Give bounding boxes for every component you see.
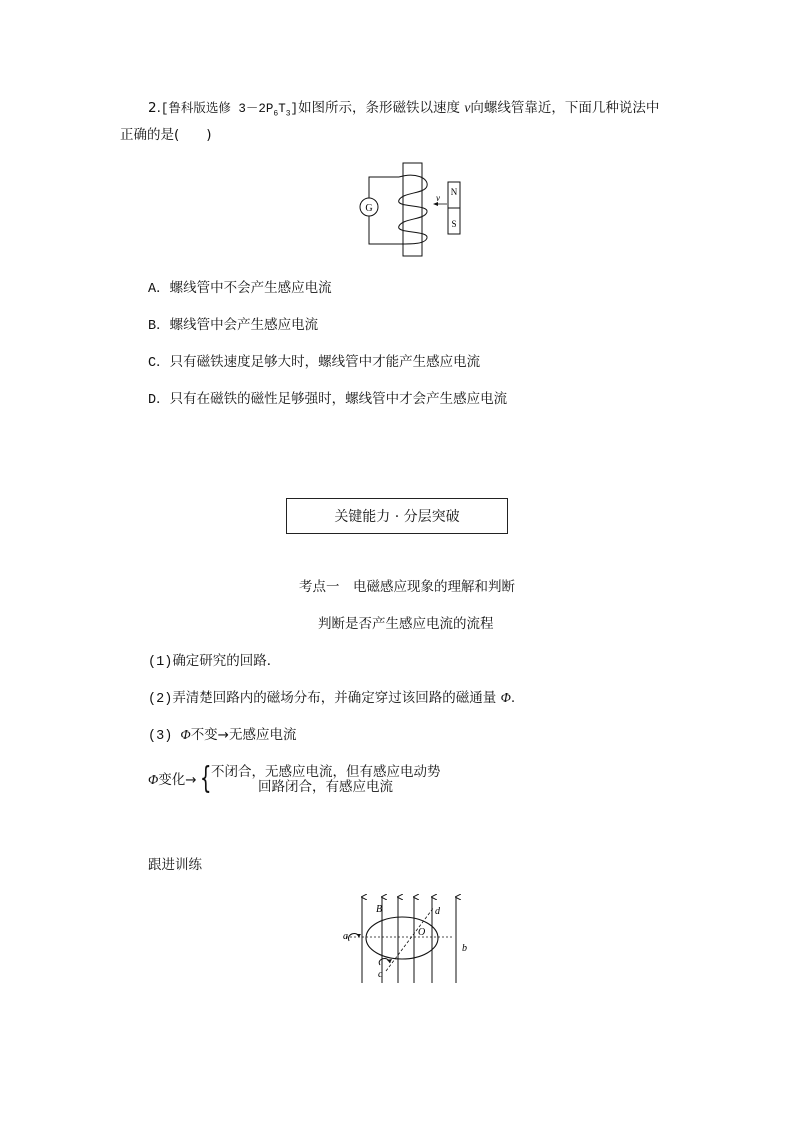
option-a-letter: A．: [148, 282, 170, 297]
option-c: [148, 353, 480, 373]
topic-subheading: 判断是否产生感应电流的流程: [318, 616, 494, 632]
step-1-text: 确定研究的回路．: [172, 653, 281, 669]
question-stem-line1: [148, 99, 659, 124]
label-b: b: [462, 943, 467, 954]
section-title: 关键能力 · 分层突破: [334, 509, 460, 525]
step-2-prefix: (2): [148, 692, 173, 707]
section-title-box: [286, 498, 508, 534]
step-1-prefix: (1): [148, 655, 173, 670]
label-B: B: [376, 904, 383, 915]
step-2-suffix: .: [510, 690, 516, 706]
change-text: 变化→: [158, 772, 197, 788]
conducting-loop: [366, 917, 438, 959]
option-a: [148, 279, 332, 299]
question-stem-line2: 正确的是( ): [120, 127, 212, 143]
velocity-variable: v: [464, 100, 471, 115]
magnet-north-label: N: [450, 187, 458, 197]
solenoid-figure: [355, 160, 470, 260]
option-d-text: 只有在磁铁的磁性足够强时，螺线管中才会产生感应电流: [169, 391, 508, 407]
label-c: c: [378, 969, 383, 980]
question-source: [鲁科版选修 $3-2P_6T_3$]: [160, 102, 299, 119]
velocity-label: v: [436, 193, 440, 203]
step-2-text: 弄清楚回路内的磁场分布，并确定穿过该回路的磁通量: [172, 690, 501, 706]
axis-cd: [386, 907, 434, 971]
topic-heading: 考点一 电磁感应现象的理解和判断: [299, 579, 515, 595]
label-d: d: [435, 906, 440, 917]
question-stem-text1: 如图所示，条形磁铁以速度: [298, 100, 465, 116]
option-b-text: 螺线管中会产生感应电流: [169, 317, 319, 333]
brace-icon: {: [200, 761, 212, 796]
option-c-text: 只有磁铁速度足够大时，螺线管中才能产生感应电流: [169, 354, 481, 370]
question-stem-text2: 向螺线管靠近，下面几种说法中: [470, 100, 660, 116]
label-a: a: [343, 931, 348, 942]
option-d: [148, 390, 507, 410]
change-branch-1: 不闭合，无感应电流，但有感应电动势: [211, 764, 441, 780]
step-3-prefix: (3): [148, 729, 181, 744]
change-label: [148, 771, 197, 789]
option-b: [148, 316, 318, 336]
label-O: O: [418, 927, 426, 938]
option-a-text: 螺线管中不会产生感应电流: [169, 280, 332, 296]
step-2: [148, 689, 515, 709]
change-symbol: Φ: [148, 772, 159, 787]
step-3-text: 不变→无感应电流: [190, 727, 297, 743]
galvanometer-label: G: [365, 203, 373, 214]
practice-heading: 跟进训练: [148, 857, 202, 873]
loop-field-figure: [340, 893, 480, 985]
change-branch-2: 回路闭合，有感应电流: [258, 779, 393, 795]
step-3: [148, 726, 297, 746]
rotation-arrow-c: [379, 959, 390, 965]
magnet-south-label: S: [451, 219, 457, 229]
step-2-symbol: Φ: [500, 690, 511, 705]
question-number: 2.: [148, 100, 161, 116]
option-d-letter: D．: [148, 393, 170, 408]
step-1: [148, 652, 280, 672]
solenoid-core: [403, 163, 422, 256]
step-3-symbol: Φ: [180, 727, 191, 742]
option-c-letter: C．: [148, 356, 170, 371]
option-b-letter: B．: [148, 319, 170, 334]
